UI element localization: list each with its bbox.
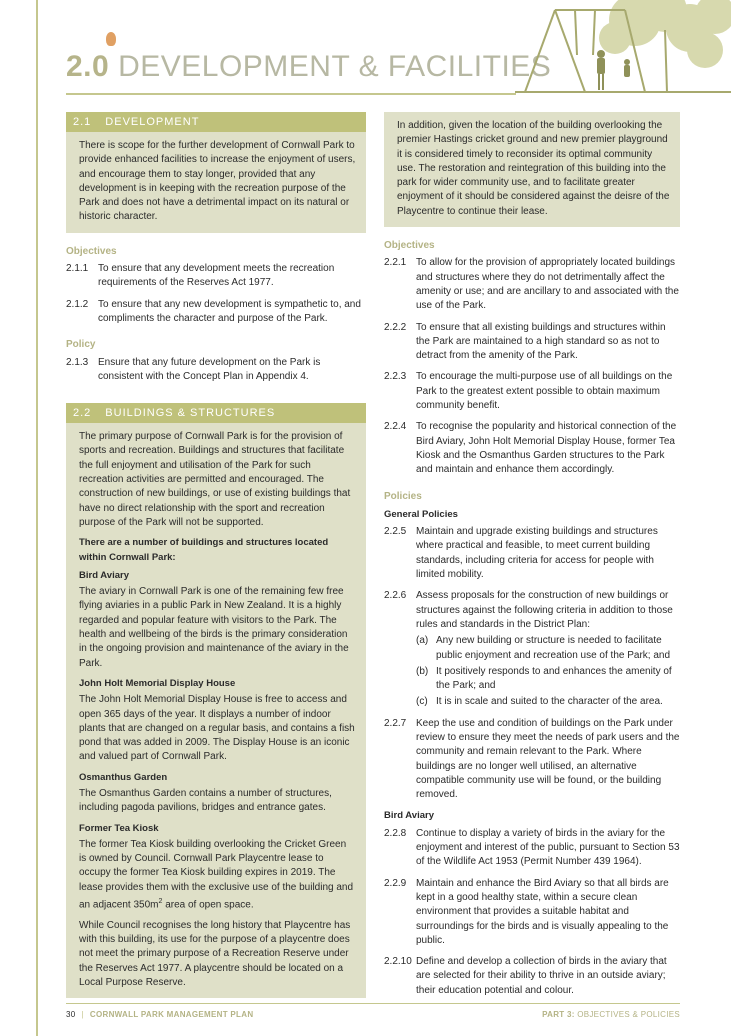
part-title: OBJECTIVES & POLICIES [574,1010,680,1019]
kiosk-heading: Former Tea Kiosk [79,822,159,834]
holt-text: The John Holt Memorial Display House is free to access and open 365 days of the year. It displays a number of indoor plants that are changed on a regular basis, and contains a fish pond that was added in 2009. The Display House is an iconic and valued part of Cornwall Park. [79,694,355,763]
kiosk-text-3: In addition, given the location of the building overlooking the premier Hastings cricket ground and new premier playground it is considered timely to reconsider its optimal community use. The restoration and reintegration of this building into the park for wider community use, and to facilitate greater enjoyment of it should be considered against the deisre of the Playcentre to continue their lease. [397,120,670,217]
list-item: 2.2.1 To allow for the provision of appropriately located buildings and structures where they do not detrimentally affect the amenity or use; and are ancillary to and associated with the use of the Park. [384,257,679,312]
kiosk-continued-box [384,112,680,227]
title-underline [66,93,516,95]
list-item: 2.1.3 Ensure that any future development on the Park is consistent with the Concept Plan in Appendix 4. [66,356,321,382]
objectives-label: Objectives [384,240,435,252]
sub-item: (b) It positively responds to and enhances the amenity of the Park; and [416,665,672,692]
list-item: 2.2.6 Assess proposals for the construction of new buildings or structures against the following criteria in addition to those rules and standards in the District Plan: (a) Any new building or structure is needed to facilitate public enjoyment and recreation use of the Park; and (b) It positively responds to and enhances the amenity of the Park; and (c) It is in scale and suited to the character of the area. [384,589,680,709]
margin-line [36,0,38,1036]
list-item: 2.2.3 To encourage the multi-purpose use of all buildings on the Park to the greatest extent possible to obtain maximum community benefit. [384,371,673,412]
buildings-list-heading: There are a number of buildings and structures located within Cornwall Park: [79,537,329,563]
aviary-heading: Bird Aviary [79,569,129,581]
section-2-1-header: 2.1 DEVELOPMENT [66,112,366,132]
sub-item: (c) It is in scale and suited to the character of the area. [416,696,663,708]
page-number: 30 [66,1010,76,1019]
list-item: 2.2.5 Maintain and upgrade existing buildings and structures where practical and feasible, to meet current building standards, including criteria for access for people with limited mobility. [384,526,658,581]
footer-separator: | [81,1010,84,1019]
chapter-number: 2.0 [66,50,109,83]
left-column [66,112,366,998]
section-2-2-header: 2.2 BUILDINGS & STRUCTURES [66,403,366,423]
footer-right [542,1010,680,1019]
holt-heading: John Holt Memorial Display House [79,677,236,689]
park-illustration [515,0,731,110]
buildings-intro: The primary purpose of Cornwall Park is for the provision of sports and recreation. Buildings and structures that facilitate the full enjoyment and utilisation of the Park for such recreation activities are permitted and encouraged. The construction of new buildings, or use of existing buildings that have no direct relationship with the sport and recreation purpose of the Park will not be supported. [79,431,351,528]
kiosk-text-1: The former Tea Kiosk building overlooking the Cricket Green is owned by Council. Cornwall Park Playcentre lease to occupy the former Tea Kiosk building expires in 2019. The lease provides them with the exclusive use of the building and an adjacent $350m^2$ area of open space. [79,838,354,911]
list-item: 2.2.10 Define and develop a collection of birds in the aviary that are selected for their ability to thrive in an outside aviary; their education potential and colour. [384,956,667,996]
policy-label: Policy [66,339,96,351]
buildings-box [66,423,366,998]
criteria-list [416,634,680,709]
kiosk-text-2: While Council recognises the long history that Playcentre has with this building, its use for the purpose of a playcentre does not meet the primary purpose of a Recreation Reserve under the Reserves Act 1977. A playcentre should be located on a Local Purpose Reserve. [79,919,351,988]
list-item: 2.2.8 Continue to display a variety of birds in the aviary for the enjoyment and interest of the public, pursuant to Section 53 of the Wildlife Act 1953 (Permit Number 439 1964). [384,827,680,868]
page-title [66,50,551,84]
list-item: 2.2.9 Maintain and enhance the Bird Aviary so that all birds are kept in a good healthy state, within a secure clean environment that provides a suitable habitat and surroundings for the birds and is visually appealing to the public. [384,877,669,946]
list-item: 2.1.1 To ensure that any development meets the recreation requirements of the Reserves Act 1977. [66,263,335,289]
general-policies-label: General Policies [384,508,458,520]
development-intro: There is scope for the further development of Cornwall Park to provide enhanced facilities to increase the enjoyment of users, and encourage them to stay longer, provided that any development is in keeping with the recreation purpose of the Park and does not have a detrimental impact on its natural or historic character. [79,140,356,223]
chapter-title: DEVELOPMENT & FACILITIES [118,50,552,83]
footer-rule [66,1003,680,1004]
objectives-label: Objectives [66,245,117,257]
list-item: 2.2.7 Keep the use and condition of buildings on the Park under review to ensure they meet the needs of park users and the community and remain relevant to the Park. Where buildings are no longer well utilised, an alternative compatible community use will be found, or the building removed. [384,717,680,801]
part-label: PART 3: [542,1010,575,1019]
bird-icon [106,32,116,46]
osmanthus-heading: Osmanthus Garden [79,771,168,783]
document-title: CORNWALL PARK MANAGEMENT PLAN [89,1010,254,1019]
footer-left [66,1010,253,1019]
aviary-text: The aviary in Cornwall Park is one of the remaining few free flying aviaries in a public Park in New Zealand. It is a highly regarded and popular feature with visitors to the Park. The health and wellbeing of the birds is the primary consideration in the ongoing provision and maintenance of the aviary in the Park. [79,586,349,669]
list-item: 2.2.2 To ensure that all existing buildings and structures within the Park are maintained to a high standard so as not to detract from the amenity of the Park. [384,321,666,362]
policies-label: Policies [384,490,422,502]
osmanthus-text: The Osmanthus Garden contains a number of structures, including pagoda pavilions, bridges and entrance gates. [79,787,332,814]
list-item: 2.1.2 To ensure that any new development is sympathetic to, and compliments the character and purpose of the Park. [66,298,361,324]
sub-item: (a) Any new building or structure is needed to facilitate public enjoyment and recreation use of the Park; and [416,635,671,661]
right-column [384,112,680,1005]
list-item: 2.2.4 To recognise the popularity and historical connection of the Bird Aviary, John Holt Memorial Display House, former Tea Kiosk and the Osmanthus Garden structures to the Park and maintain and enhance them accordingly. [384,421,677,476]
bird-aviary-label: Bird Aviary [384,810,434,822]
development-intro-box [66,132,366,233]
